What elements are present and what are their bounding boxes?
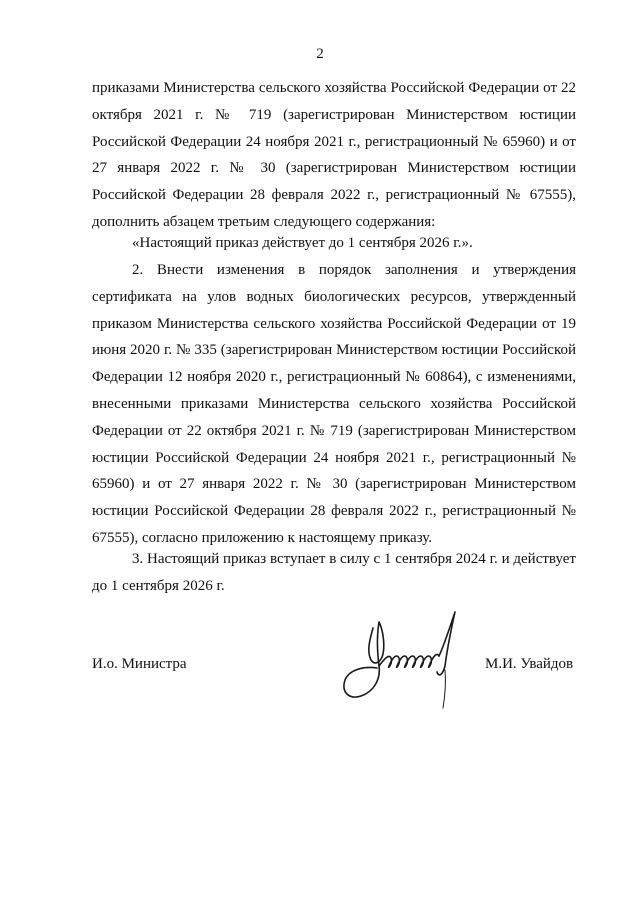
handwritten-signature (333, 600, 473, 715)
signatory-name: М.И. Увайдов (485, 656, 574, 672)
paragraph-quote: «Настоящий приказ действует до 1 сентября 2026 г.». (132, 235, 473, 251)
paragraph-item-3: 3. Настоящий приказ вступает в силу с 1 сентября 2024 г. и действует до 1 сентября 2026 г. (92, 551, 576, 594)
paragraph-item-2: 2. Внести изменения в порядок заполнения и утверждения сертификата на улов водных биологических ресурсов, утвержденный приказом Министерства сельского хозяйства Российской Федерации от 19 июня 2020 г. № 335 (зарегистрирован Министерством юстиции Российской Федерации 12 ноября 2020 г., регистрационный № 60864), с изменениями, внесенными приказами Министерства сельского хозяйства Российской Федерации от 22 октября 2021 г. № 719 (зарегистрирован Министерством юстиции Российской Федерации 24 ноября 2021 г., регистрационный № 65960) и от 27 января 2022 г. № 30 (зарегистрирован Министерством юстиции Российской Федерации 28 февраля 2022 г., регистрационный № 67555), согласно приложению к настоящему приказу. (92, 262, 576, 546)
page-number: 2 (316, 46, 324, 62)
paragraph-continuation: приказами Министерства сельского хозяйства Российской Федерации от 22 октября 2021 г. № 719 (зарегистрирован Министерством юстиции Российской Федерации 24 ноября 2021 г., регистрационный № 65960) и от 27 января 2022 г. № 30 (зарегистрирован Министерством юстиции Российской Федерации 28 февраля 2022 г., регистрационный № 67555), дополнить абзацем третьим следующего содержания: (92, 80, 576, 230)
signatory-title: И.о. Министра (92, 656, 187, 672)
